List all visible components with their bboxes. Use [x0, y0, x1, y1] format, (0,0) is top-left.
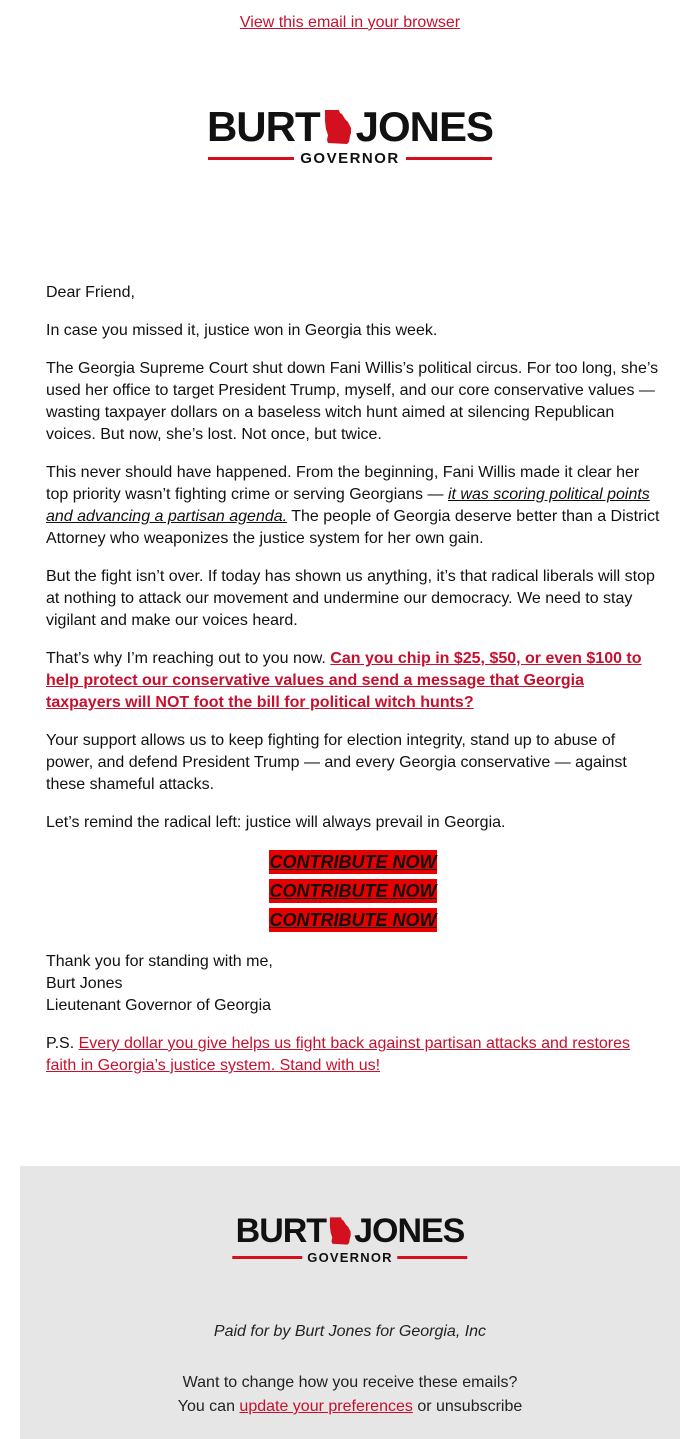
signoff-line-1: Thank you for standing with me,	[46, 953, 273, 970]
logo-last-name: JONES	[355, 103, 494, 150]
paragraph-3-emphasis: it was scoring political points and advancing a partisan agenda.	[46, 486, 650, 525]
footer-georgia-state-icon	[328, 1216, 352, 1246]
unsubscribe-text: or unsubscribe	[412, 1398, 523, 1415]
logo-right-rule	[406, 157, 492, 160]
paragraph-7: Let’s remind the radical left: justice will always prevail in Georgia.	[46, 814, 506, 831]
paragraph-2: The Georgia Supreme Court shut down Fani Willis’s political circus. For too long, she’s used her office to target President Trump, myself, and our core conservative values — wasting taxpayer dollars on a baseless witch hunt aimed at silencing Republican voices. But now, she’s lost. Not once, but twice.	[46, 360, 659, 443]
contribute-now-button-2[interactable]: CONTRIBUTE NOW	[269, 881, 437, 901]
paragraph-6: Your support allows us to keep fighting for election integrity, stand up to abuse of power, and defend President Trump — and every Georgia conservative — against these shameful attacks.	[46, 732, 627, 793]
footer-logo-subtitle: GOVERNOR	[307, 1250, 393, 1265]
paragraph-3-start: This never should have happened. From the beginning, Fani Willis made it clear her top priority wasn’t fighting crime or serving Georgians —	[46, 464, 640, 503]
paragraph-5-start: That’s why I’m reaching out to you now.	[46, 650, 331, 667]
footer-logo-right-rule	[398, 1256, 468, 1259]
you-can-text: You can	[177, 1398, 240, 1415]
contribute-now-button-1[interactable]: CONTRIBUTE NOW	[269, 852, 437, 872]
greeting: Dear Friend,	[46, 284, 135, 301]
paragraph-3-end: The people of Georgia deserve better than a District Attorney who weaponizes the justice system for her own gain.	[46, 508, 660, 547]
preferences-text	[20, 1371, 680, 1419]
signoff-name: Burt Jones	[46, 975, 123, 992]
ps-link[interactable]: Every dollar you give helps us fight back against partisan attacks and restores faith in Georgia’s justice system. Stand with us!	[46, 1035, 631, 1074]
signoff	[46, 951, 660, 1017]
logo-first-name: BURT	[206, 103, 320, 150]
georgia-state-icon	[323, 109, 353, 145]
signoff-title: Lieutenant Governor of Georgia	[46, 997, 272, 1014]
email-body	[46, 282, 660, 1093]
footer-logo-last-name: JONES	[354, 1212, 465, 1250]
update-preferences-link[interactable]: update your preferences	[239, 1398, 413, 1415]
contribute-buttons	[46, 850, 660, 937]
footer-logo	[232, 1212, 467, 1265]
postscript	[46, 1033, 660, 1077]
view-in-browser-link[interactable]: View this email in your browser	[239, 14, 461, 31]
paid-for-disclaimer: Paid for by Burt Jones for Georgia, Inc	[213, 1323, 487, 1340]
logo-subtitle: GOVERNOR	[300, 150, 400, 167]
header-logo	[207, 104, 493, 167]
change-prompt: Want to change how you receive these emails?	[182, 1374, 518, 1391]
footer-logo-left-rule	[232, 1256, 302, 1259]
paragraph-3	[46, 462, 660, 550]
paragraph-1: In case you missed it, justice won in Georgia this week.	[46, 322, 438, 339]
email-header	[0, 14, 700, 32]
donation-ask-link[interactable]: Can you chip in $25, $50, or even $100 to help protect our conservative values and send a message that Georgia taxpayers will NOT foot the bill for political witch hunts?	[46, 650, 642, 711]
logo-left-rule	[208, 157, 294, 160]
footer-logo-first-name: BURT	[235, 1212, 327, 1250]
paragraph-4: But the fight isn’t over. If today has shown us anything, it’s that radical liberals will stop at nothing to attack our movement and undermine our democracy. We need to stay vigilant and make our voices heard.	[46, 568, 655, 629]
paragraph-5	[46, 648, 660, 714]
ps-label: P.S.	[46, 1035, 79, 1052]
email-footer	[20, 1166, 680, 1439]
contribute-now-button-3[interactable]: CONTRIBUTE NOW	[269, 910, 437, 930]
